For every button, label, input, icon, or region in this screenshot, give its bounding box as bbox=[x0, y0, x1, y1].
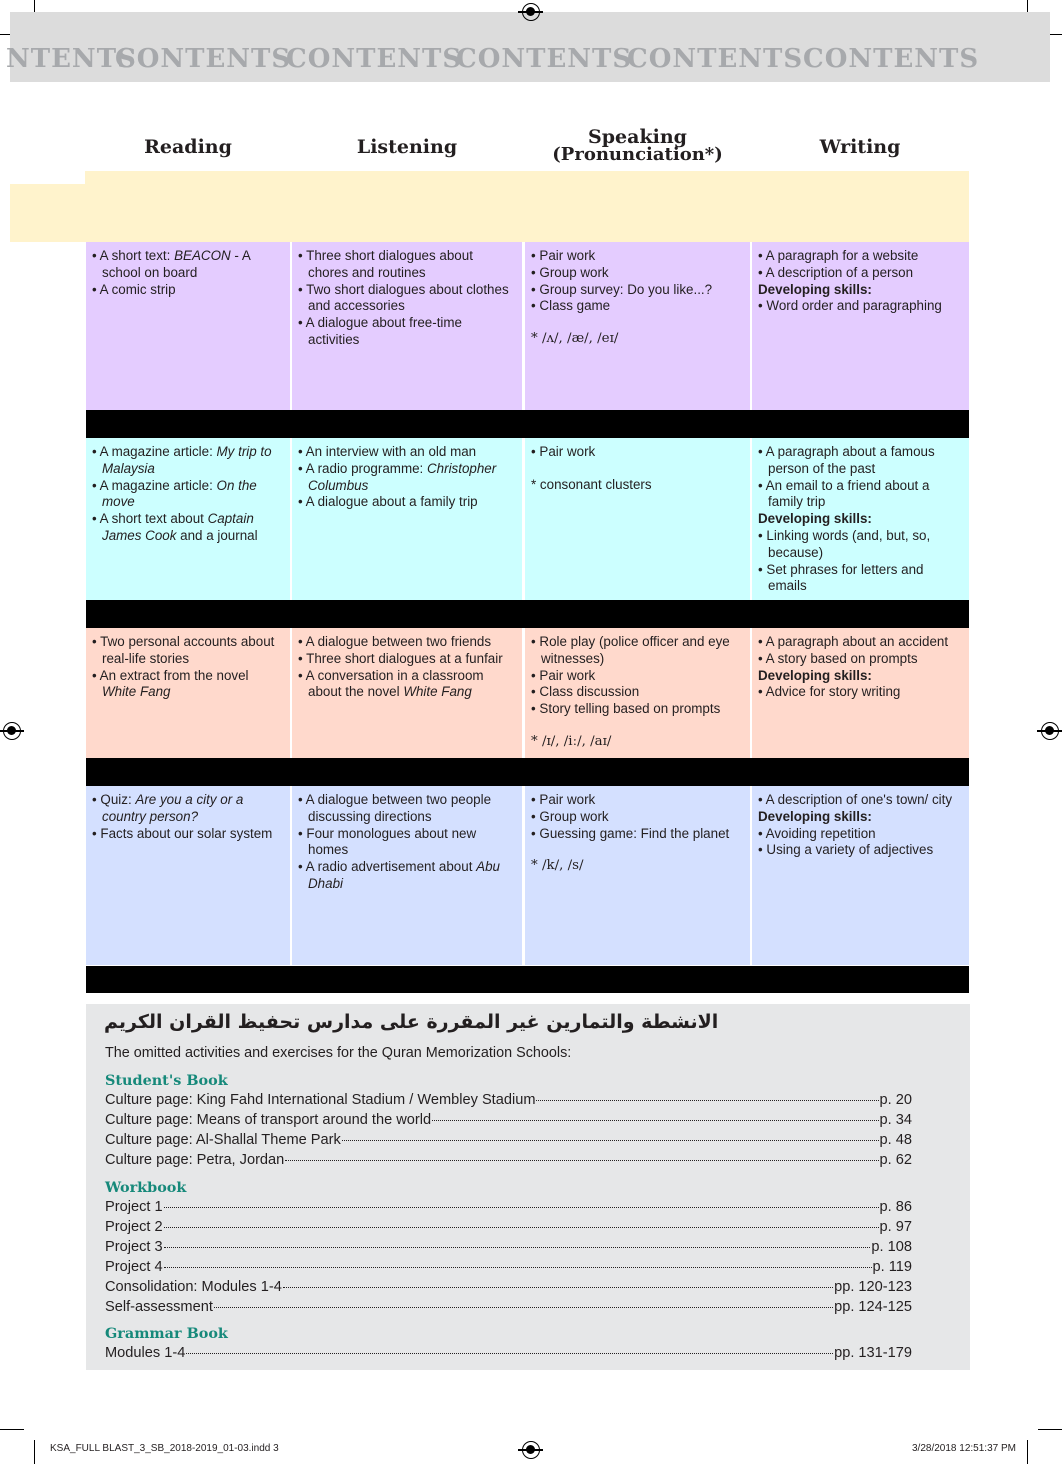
workbook-heading: Workbook bbox=[105, 1179, 187, 1196]
list-item: • Story telling based on prompts bbox=[531, 701, 744, 718]
list-item: • Pair work bbox=[531, 792, 744, 809]
toc-page: p. 86 bbox=[879, 1199, 912, 1215]
toc-title: Consolidation: Modules 1-4 bbox=[105, 1279, 282, 1295]
toc-page: pp. 120-123 bbox=[834, 1279, 912, 1295]
toc-title: Culture page: Al-Shallal Theme Park bbox=[105, 1132, 341, 1148]
module-divider bbox=[86, 966, 969, 993]
header-writing: Writing bbox=[819, 136, 901, 158]
toc-row bbox=[105, 1152, 912, 1172]
toc-title: Project 3 bbox=[105, 1239, 163, 1255]
toc-leader bbox=[283, 1287, 833, 1288]
module2-reading bbox=[86, 438, 290, 600]
list-item: • Three short dialogues at a funfair bbox=[298, 651, 516, 668]
registration-mark-icon bbox=[1041, 722, 1059, 740]
list-item: • Class discussion bbox=[531, 684, 744, 701]
header-listening: Listening bbox=[356, 136, 458, 158]
toc-page: p. 20 bbox=[879, 1092, 912, 1108]
list-item: • Quiz: Are you a city or a country person? bbox=[92, 792, 284, 826]
omitted-intro: The omitted activities and exercises for the Quran Memorization Schools: bbox=[105, 1045, 572, 1061]
list-item: • A description of one's town/ city bbox=[758, 792, 963, 809]
banner-word: CONTENTS bbox=[115, 44, 292, 74]
list-item: • An email to a friend about a family trip bbox=[758, 478, 963, 512]
toc-page: p. 34 bbox=[879, 1112, 912, 1128]
toc-row bbox=[105, 1239, 912, 1259]
list-item: • A magazine article: On the move bbox=[92, 478, 284, 512]
pronunciation: * /k/, /s/ bbox=[531, 858, 584, 874]
list-item: • Group work bbox=[531, 809, 744, 826]
toc-title: Modules 1-4 bbox=[105, 1345, 186, 1361]
developing-skills-label: Developing skills: bbox=[758, 281, 872, 297]
module2-listening bbox=[292, 438, 522, 600]
list-item: • Pair work bbox=[531, 248, 744, 265]
list-item: • A story based on prompts bbox=[758, 651, 963, 668]
toc-page: p. 62 bbox=[879, 1152, 912, 1168]
list-item: • Set phrases for letters and emails bbox=[758, 562, 963, 596]
module4-writing bbox=[752, 786, 969, 965]
module3-speaking bbox=[525, 628, 750, 758]
toc-title: Project 1 bbox=[105, 1199, 163, 1215]
list-item: • Two short dialogues about clothes and accessories bbox=[298, 282, 516, 316]
list-item: • Pair work bbox=[531, 444, 744, 461]
crop-mark bbox=[1038, 1429, 1062, 1430]
module1-writing bbox=[752, 242, 969, 410]
list-item: • A dialogue between two people discussing directions bbox=[298, 792, 516, 826]
toc-row bbox=[105, 1092, 912, 1112]
list-item: • A radio advertisement about Abu Dhabi bbox=[298, 859, 516, 893]
module3-writing bbox=[752, 628, 969, 758]
pronunciation: * /ɪ/, /iː/, /aɪ/ bbox=[531, 733, 612, 749]
module2-writing bbox=[752, 438, 969, 600]
toc-leader bbox=[214, 1307, 833, 1308]
toc-row bbox=[105, 1199, 912, 1219]
toc-row bbox=[105, 1132, 912, 1152]
toc-title: Culture page: King Fahd International Stadium / Wembley Stadium bbox=[105, 1092, 536, 1108]
list-item: • Role play (police officer and eye witnesses) bbox=[531, 634, 744, 668]
toc-title: Culture page: Petra, Jordan bbox=[105, 1152, 285, 1168]
header-speaking-title: Speaking bbox=[588, 126, 687, 148]
module4-speaking bbox=[525, 786, 750, 965]
toc-title: Self-assessment bbox=[105, 1299, 213, 1315]
toc-page: p. 108 bbox=[871, 1239, 912, 1255]
list-item: • A conversation in a classroom about the novel White Fang bbox=[298, 668, 516, 702]
banner-word: CONTENTS bbox=[286, 44, 463, 74]
banner-word: CONTENTS bbox=[627, 44, 804, 74]
list-item: • Pair work bbox=[531, 668, 744, 685]
toc-title: Project 4 bbox=[105, 1259, 163, 1275]
list-item: • Two personal accounts about real-life stories bbox=[92, 634, 284, 668]
toc-page: pp. 124-125 bbox=[834, 1299, 912, 1315]
list-item: • A paragraph about an accident bbox=[758, 634, 963, 651]
list-item: • Facts about our solar system bbox=[92, 826, 284, 843]
list-item: • A short text: BEACON - A school on board bbox=[92, 248, 284, 282]
toc-leader bbox=[342, 1140, 879, 1141]
toc-leader bbox=[536, 1100, 878, 1101]
list-item: • A comic strip bbox=[92, 282, 284, 299]
list-item: • A magazine article: My trip to Malaysia bbox=[92, 444, 284, 478]
toc-row bbox=[105, 1279, 912, 1299]
contents-banner-text bbox=[0, 44, 1040, 94]
module-divider bbox=[86, 758, 969, 786]
banner-word: CONTENTS bbox=[803, 44, 980, 74]
module2-speaking bbox=[525, 438, 750, 600]
footer-filename: KSA_FULL BLAST_3_SB_2018-2019_01-03.indd 3 bbox=[50, 1443, 279, 1454]
crop-mark bbox=[34, 1440, 35, 1464]
developing-skills-label: Developing skills: bbox=[758, 667, 872, 683]
pronunciation: * /ʌ/, /æ/, /eɪ/ bbox=[531, 331, 619, 347]
toc-page: p. 48 bbox=[879, 1132, 912, 1148]
module1-speaking bbox=[525, 242, 750, 410]
banner-word: NTENTS bbox=[6, 44, 137, 74]
registration-mark-icon bbox=[522, 3, 540, 21]
header-speaking bbox=[525, 128, 750, 164]
toc-leader bbox=[164, 1227, 879, 1228]
list-item: • An extract from the novel White Fang bbox=[92, 668, 284, 702]
toc-row bbox=[105, 1259, 912, 1279]
list-item: • A radio programme: Christopher Columbus bbox=[298, 461, 516, 495]
crop-mark bbox=[0, 1429, 24, 1430]
crop-mark bbox=[1027, 1440, 1028, 1464]
toc-leader bbox=[285, 1160, 878, 1161]
header-reading: Reading bbox=[144, 136, 232, 158]
list-item: • Word order and paragraphing bbox=[758, 298, 963, 315]
module4-listening bbox=[292, 786, 522, 965]
toc-leader bbox=[186, 1353, 833, 1354]
list-item: • Group survey: Do you like...? bbox=[531, 282, 744, 299]
list-item: • Using a variety of adjectives bbox=[758, 842, 963, 859]
toc-leader bbox=[164, 1247, 871, 1248]
module-divider bbox=[86, 410, 969, 438]
list-item: • A short text about Captain James Cook and a journal bbox=[92, 511, 284, 545]
developing-skills-label: Developing skills: bbox=[758, 511, 872, 527]
registration-mark-icon bbox=[522, 1441, 540, 1459]
pronunciation: * consonant clusters bbox=[531, 476, 652, 492]
registration-mark-icon bbox=[3, 722, 21, 740]
arabic-heading: الانشطة والتمارين غير المقررة على مدارس تحفيظ القران الكريم bbox=[104, 1011, 719, 1033]
list-item: • Four monologues about new homes bbox=[298, 826, 516, 860]
toc-row bbox=[105, 1219, 912, 1239]
list-item: • Three short dialogues about chores and routines bbox=[298, 248, 516, 282]
toc-page: p. 97 bbox=[879, 1219, 912, 1235]
header-speaking-sub: (Pronunciation*) bbox=[552, 144, 723, 165]
yellow-band-left bbox=[10, 184, 85, 242]
toc-page: p. 119 bbox=[872, 1259, 912, 1275]
list-item: • A dialogue about a family trip bbox=[298, 494, 516, 511]
developing-skills-label: Developing skills: bbox=[758, 808, 872, 824]
module3-listening bbox=[292, 628, 522, 758]
list-item: • Advice for story writing bbox=[758, 684, 963, 701]
toc-leader bbox=[164, 1207, 879, 1208]
toc-title: Culture page: Means of transport around the world bbox=[105, 1112, 432, 1128]
toc-row bbox=[105, 1345, 912, 1365]
toc-page: pp. 131-179 bbox=[834, 1345, 912, 1361]
list-item: • Avoiding repetition bbox=[758, 826, 963, 843]
list-item: • Group work bbox=[531, 265, 744, 282]
list-item: • Class game bbox=[531, 298, 744, 315]
footer-date: 3/28/2018 12:51:37 PM bbox=[912, 1443, 1016, 1454]
yellow-band bbox=[10, 171, 969, 242]
module1-reading bbox=[86, 242, 290, 410]
students-book-heading: Student's Book bbox=[105, 1072, 228, 1089]
list-item: • Linking words (and, but, so, because) bbox=[758, 528, 963, 562]
toc-leader bbox=[164, 1267, 872, 1268]
grammar-book-heading: Grammar Book bbox=[105, 1325, 228, 1342]
toc-row bbox=[105, 1112, 912, 1132]
toc-leader bbox=[432, 1120, 878, 1121]
banner-word: CONTENTS bbox=[456, 44, 633, 74]
list-item: • An interview with an old man bbox=[298, 444, 516, 461]
module3-reading bbox=[86, 628, 290, 758]
module4-reading bbox=[86, 786, 290, 965]
list-item: • A paragraph about a famous person of the past bbox=[758, 444, 963, 478]
toc-row bbox=[105, 1299, 912, 1319]
toc-title: Project 2 bbox=[105, 1219, 163, 1235]
module-divider bbox=[86, 600, 969, 628]
list-item: • A dialogue between two friends bbox=[298, 634, 516, 651]
list-item: • A description of a person bbox=[758, 265, 963, 282]
module1-listening bbox=[292, 242, 522, 410]
list-item: • Guessing game: Find the planet bbox=[531, 826, 744, 843]
list-item: • A paragraph for a website bbox=[758, 248, 963, 265]
list-item: • A dialogue about free-time activities bbox=[298, 315, 516, 349]
